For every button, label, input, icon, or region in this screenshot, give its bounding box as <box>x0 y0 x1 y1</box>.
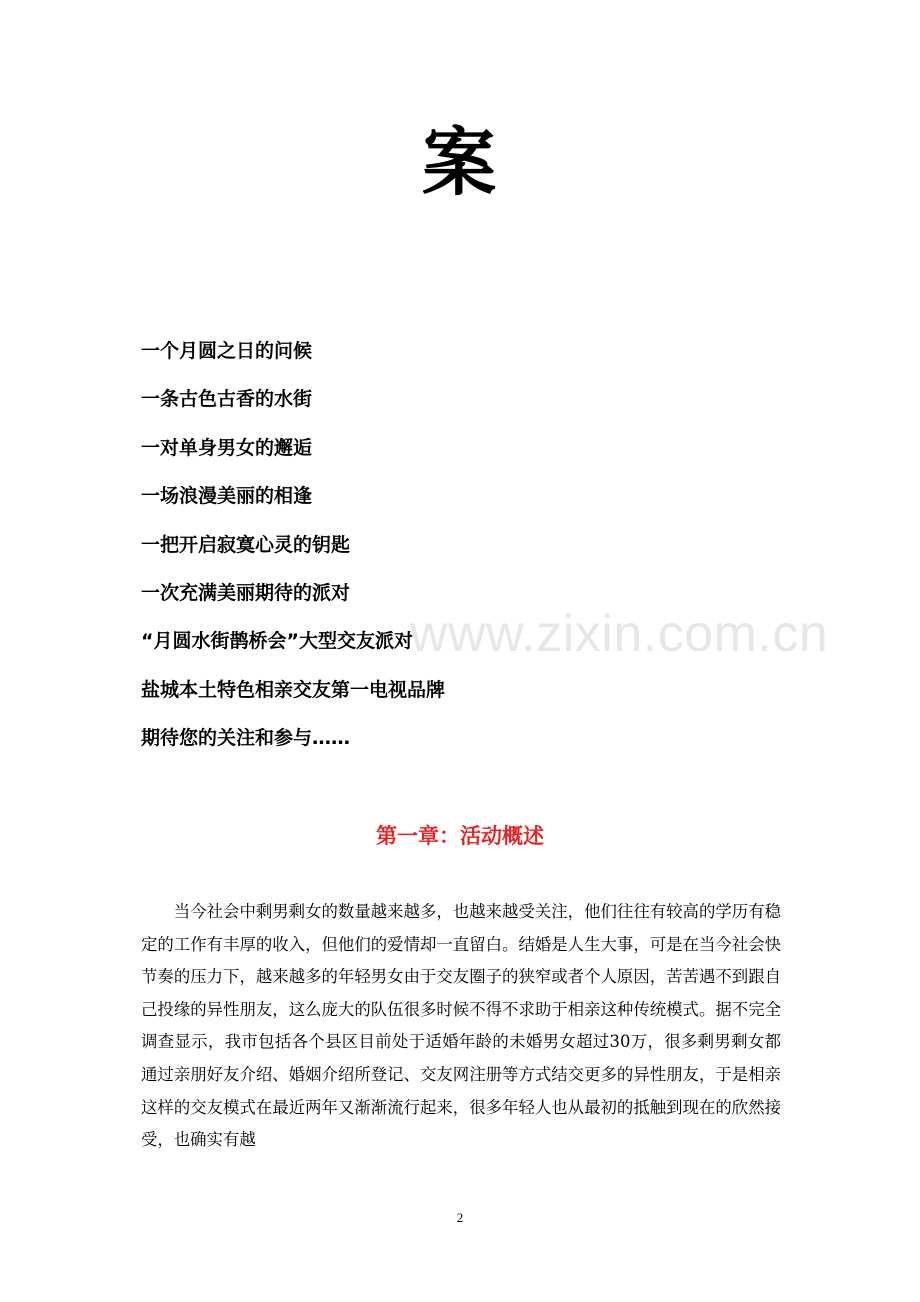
page-number: 2 <box>456 1210 464 1225</box>
slogan-line: 期待您的关注和参与…… <box>141 727 351 750</box>
slogan-line: 一条古色古香的水街 <box>141 388 313 411</box>
slogan-line: 一个月圆之日的问候 <box>141 340 313 362</box>
slogan-line: “月圆水街鹊桥会”大型交友派对 <box>141 630 413 653</box>
slogan-line: 盐城本土特色相亲交友第一电视品牌 <box>141 678 446 701</box>
slogan-line: 一场浪漫美丽的相逢 <box>141 485 313 508</box>
body-paragraph: 当今社会中剩男剩女的数量越来越多，也越来越受关注，他们往往有较高的学历有稳定的工作有丰厚的收入，但他们的爱情却一直留白。结婚是人生大事，可是在当今社会快节奏的压力下，越来越多的年轻男女由于交友圈子的狭窄或者个人原因，苦苦遇不到跟自己投缘的异性朋友，这么庞大的队伍很多时候不得不求助于相亲这种传统模式。据不完全调查显示，我市包括各个县区目前处于适婚年龄的未婚男女超过30万，很多剩男剩女都通过亲朋好友介绍、婚姻介绍所登记、交友网注册等方式结交更多的异性朋友，于是相亲这样的交友模式在最近两年又渐渐流行起来，很多年轻人也从最初的抵触到现在的欣然接受，也确实有越 <box>141 902 781 1150</box>
slogan-line: 一次充满美丽期待的派对 <box>141 581 351 604</box>
slogan-list <box>141 334 445 770</box>
slogan-line: 一把开启寂寞心灵的钥匙 <box>141 533 351 556</box>
document-title: 案 <box>422 120 498 206</box>
slogan-line: 一对单身男女的邂逅 <box>141 436 313 459</box>
watermark: www.zixin.com.cn <box>410 605 829 663</box>
chapter-heading: 第一章：活动概述 <box>376 824 544 848</box>
